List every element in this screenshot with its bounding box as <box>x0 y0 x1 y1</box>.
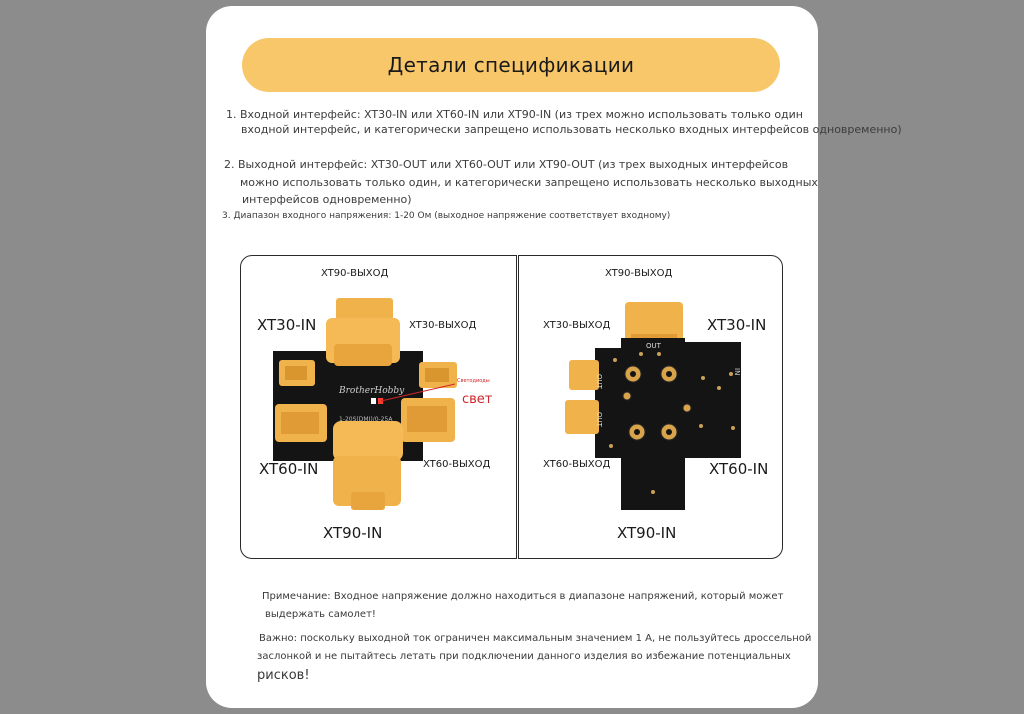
board-rating-text: 1-20S(DMI)/0-25A <box>339 416 393 423</box>
label-xt30-out: XT30-ВЫХОД <box>409 320 477 331</box>
front-board-illustration <box>241 256 516 558</box>
spec-item-1-line-1: 1. Входной интерфейс: XT30-IN или XT60-IN или XT90-IN (из трех можно использовать только один <box>226 108 803 121</box>
xt30-out-connector <box>569 360 599 390</box>
front-view-panel <box>240 255 517 559</box>
label-xt60-in: XT60-IN <box>259 460 319 478</box>
solder-terminal <box>683 404 691 412</box>
label-xt90-in: XT90-IN <box>323 524 383 542</box>
xt90-in-connector <box>333 421 403 461</box>
spec-item-3: 3. Диапазон входного напряжения: 1-20 Ом (выходное напряжение соответствует входному) <box>222 211 671 221</box>
note-1-line-1: Примечание: Входное напряжение должно находиться в диапазоне напряжений, который может <box>262 591 784 602</box>
note-1-line-2: выдержать самолет! <box>265 609 376 620</box>
back-label-xt90-in: XT90-IN <box>617 524 677 542</box>
back-label-xt30-in: XT30-IN <box>707 316 767 334</box>
back-label-xt60-in: XT60-IN <box>709 460 769 478</box>
spec-item-2-line-2: можно использовать только один, и категорически запрещено использовать несколько выходных <box>240 176 818 189</box>
note-2-line-3: рисков! <box>257 668 310 683</box>
note-2-line-2: заслонкой и не пытайтесь летать при подключении данного изделия во избежание потенциальных <box>257 651 791 662</box>
led-indicator <box>371 398 376 404</box>
spec-item-2-line-3: интерфейсов одновременно) <box>242 193 412 206</box>
board-label-out-top: OUT <box>646 342 661 350</box>
solder-terminal <box>623 392 631 400</box>
back-label-xt90-out: XT90-ВЫХОД <box>605 268 673 279</box>
board-label-in-right: IN <box>733 368 741 376</box>
label-xt90-out: XT90-ВЫХОД <box>321 268 389 279</box>
label-xt30-in: XT30-IN <box>257 316 317 334</box>
spec-item-1-line-2: входной интерфейс, и категорически запрещено использовать несколько входных интерфейсов одновременно) <box>241 123 902 136</box>
back-label-xt60-out: XT60-ВЫХОД <box>543 459 611 470</box>
label-light: свет <box>462 392 493 407</box>
back-view-panel <box>518 255 783 559</box>
note-2-line-1: Важно: поскольку выходной ток ограничен максимальным значением 1 А, не пользуйтесь дроссельной <box>259 633 812 644</box>
xt60-out-connector <box>565 400 599 434</box>
section-title: Детали спецификации <box>242 38 780 92</box>
board-brand-text: BrotherHobby <box>339 386 405 396</box>
label-xt60-out: XT60-ВЫХОД <box>423 459 491 470</box>
spec-item-2-line-1: 2. Выходной интерфейс: XT30-OUT или XT60-OUT или XT90-OUT (из трех выходных интерфейсов <box>224 158 789 171</box>
label-light-small: Светодиоды <box>457 378 490 384</box>
board-label-out-left-1: OUT <box>595 374 603 389</box>
back-label-xt30-out: XT30-ВЫХОД <box>543 320 611 331</box>
board-label-out-left-2: OUT <box>595 412 603 427</box>
back-board-illustration <box>519 256 782 558</box>
